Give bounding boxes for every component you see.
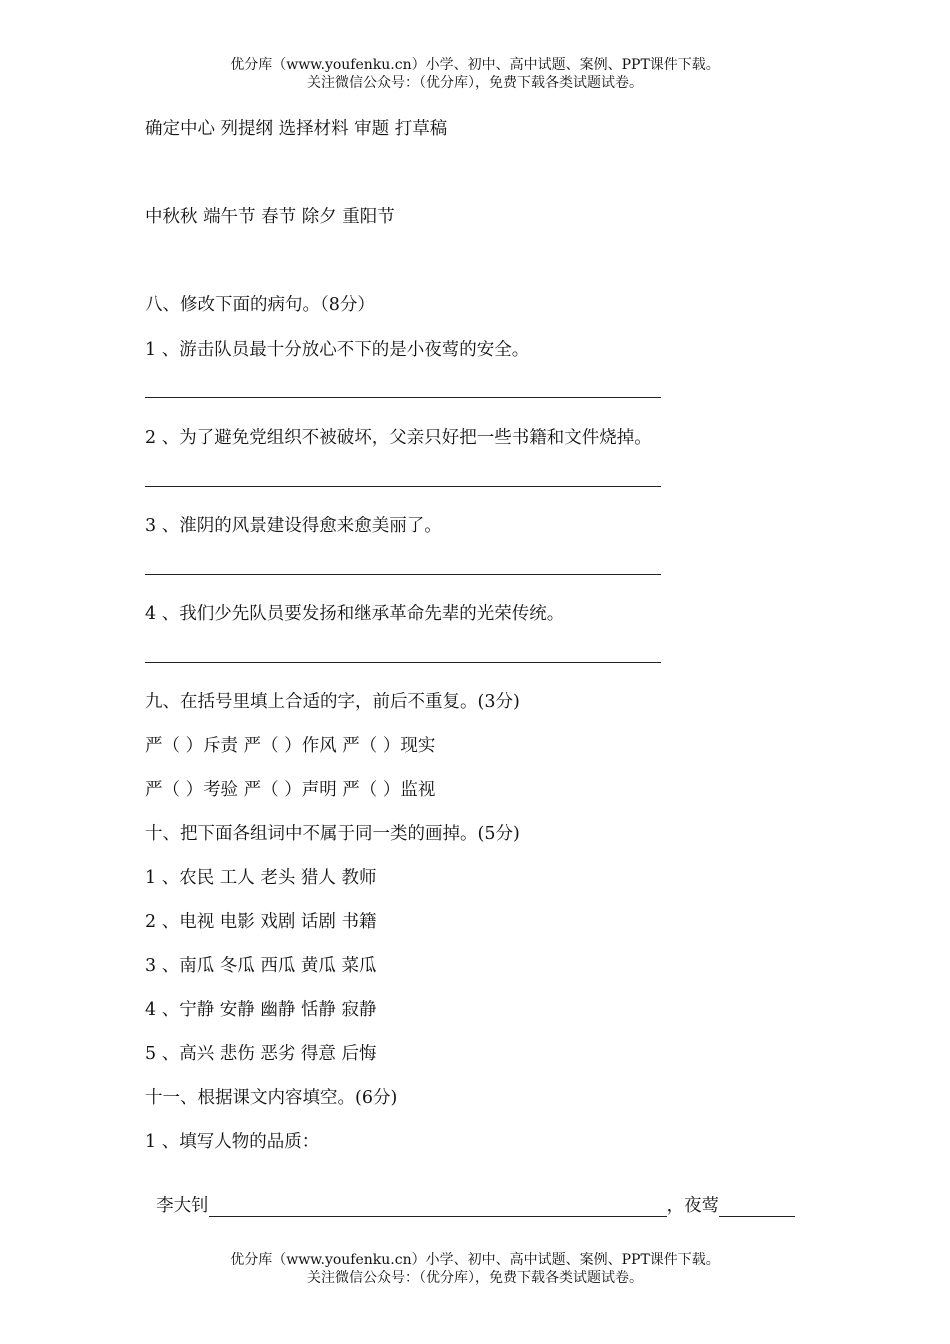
section-9-row-1: 严（ ）斥责 严（ ）作风 严（ ）现实 [145, 736, 436, 756]
section-11-question-1: 1 、填写人物的品质： [145, 1132, 320, 1152]
section-8-question-2: 2 、为了避免党组织不被破坏，父亲只好把一些书籍和文件烧掉。 [145, 428, 652, 448]
section-8-heading: 八、修改下面的病句。（8分） [145, 295, 375, 315]
section-10-heading: 十、把下面各组词中不属于同一类的画掉。(5分) [145, 824, 520, 844]
section-10-question-5: 5 、高兴 悲伤 恶劣 得意 后悔 [145, 1044, 377, 1064]
section-8-question-3: 3 、淮阴的风景建设得愈来愈美丽了。 [145, 516, 442, 536]
answer-line[interactable] [145, 486, 661, 487]
word-list-writing-steps: 确定中心 列提纲 选择材料 审题 打草稿 [145, 119, 448, 139]
footer-line-2: 关注微信公众号：（优分库），免费下载各类试题试卷。 [307, 1270, 643, 1286]
answer-line[interactable] [145, 397, 661, 398]
header-line-1: 优分库（www.youfenku.cn）小学、初中、高中试题、案例、PPT课件下载。 [230, 57, 720, 73]
section-10-question-4: 4 、宁静 安静 幽静 恬静 寂静 [145, 1000, 377, 1020]
fill-blank-yeying[interactable] [719, 1198, 795, 1217]
section-8-question-4: 4 、我们少先队员要发扬和继承革命先辈的光荣传统。 [145, 604, 565, 624]
page-header [0, 56, 950, 92]
section-11-fill-row [145, 1172, 795, 1217]
name-yeying: ，夜莺 [666, 1196, 720, 1216]
section-10-question-3: 3 、南瓜 冬瓜 西瓜 黄瓜 菜瓜 [145, 956, 377, 976]
section-11-heading: 十一、根据课文内容填空。(6分) [145, 1088, 398, 1108]
section-10-question-1: 1 、农民 工人 老头 猎人 教师 [145, 868, 377, 888]
section-9-row-2: 严（ ）考验 严（ ）声明 严（ ）监视 [145, 780, 436, 800]
header-line-2: 关注微信公众号：（优分库），免费下载各类试题试卷。 [307, 75, 643, 91]
answer-line[interactable] [145, 574, 661, 575]
fill-blank-li-dazhao[interactable] [209, 1198, 667, 1217]
answer-line[interactable] [145, 662, 661, 663]
name-li-dazhao: 李大钊 [156, 1196, 209, 1216]
section-10-question-2: 2 、电视 电影 戏剧 话剧 书籍 [145, 912, 377, 932]
section-8-question-1: 1 、游击队员最十分放心不下的是小夜莺的安全。 [145, 340, 530, 360]
section-9-heading: 九、在括号里填上合适的字，前后不重复。(3分) [145, 692, 520, 712]
footer-line-1: 优分库（www.youfenku.cn）小学、初中、高中试题、案例、PPT课件下载。 [230, 1252, 720, 1268]
word-list-festivals: 中秋秋 端午节 春节 除夕 重阳节 [145, 207, 395, 227]
page-footer [0, 1251, 950, 1287]
